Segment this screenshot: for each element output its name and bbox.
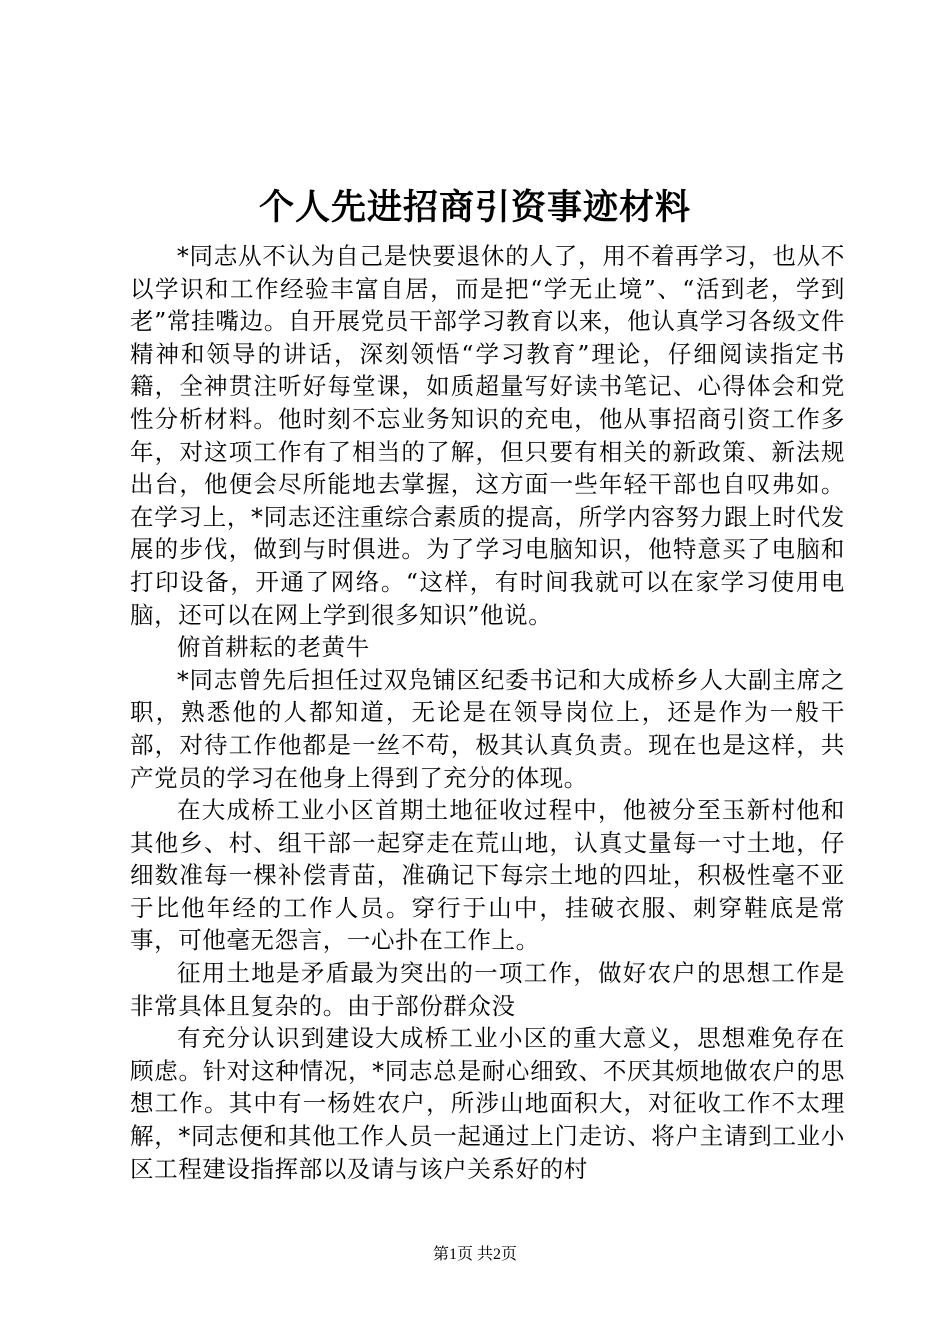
paragraph-land-requisition: 征用土地是矛盾最为突出的一项工作，做好农户的思想工作是非常具体且复杂的。由于部份群众没 [130, 959, 845, 1020]
document-title: 个人先进招商引资事迹材料 [258, 187, 691, 228]
document-body [130, 240, 845, 1185]
paragraph-career: *同志曾先后担任过双凫铺区纪委书记和大成桥乡人大副主席之职，熟悉他的人都知道，无论是在领导岗位上，还是作为一般干部，对待工作他都是一丝不苟，极其认真负责。现在也是这样，共产党员的学习在他身上得到了充分的体现。 [130, 665, 845, 792]
page-number: 第1页 共2页 [432, 1246, 517, 1263]
paragraph-land-survey: 在大成桥工业小区首期土地征收过程中，他被分至玉新村他和其他乡、村、组干部一起穿走在荒山地，认真丈量每一寸土地，仔细数准每一棵补偿青苗，准确记下每宗土地的四址，积极性毫不亚于比他年经的工作人员。穿行于山中，挂破衣服、刺穿鞋底是常事，可他毫无怨言，一心扑在工作上。 [130, 796, 845, 955]
paragraph-farmer-work: 有充分认识到建设大成桥工业小区的重大意义，思想难免存在顾虑。针对这种情况，*同志总是耐心细致、不厌其烦地做农户的思想工作。其中有一杨姓农户，所涉山地面积大，对征收工作不太理解，*同志便和其他工作人员一起通过上门走访、将户主请到工业小区工程建设指挥部以及请与该户关系好的村 [130, 1024, 845, 1183]
paragraph-study: *同志从不认为自己是快要退休的人了，用不着再学习，也从不以学识和工作经验丰富自居，而是把“学无止境”、“活到老，学到老”常挂嘴边。自开展党员干部学习教育以来，他认真学习各级文件精神和领导的讲话，深刻领悟“学习教育”理论，仔细阅读指定书籍，全神贯注听好每堂课，如质超量写好读书笔记、心得体会和党性分析材料。他时刻不忘业务知识的充电，他从事招商引资工作多年，对这项工作有了相当的了解，但只要有相关的新政策、新法规出台，他便会尽所能地去掌握，这方面一些年轻干部也自叹弗如。在学习上，*同志还注重综合素质的提高，所学内容努力跟上时代发展的步伐，做到与时俱进。为了学习电脑知识，他特意买了电脑和打印设备，开通了网络。“这样，有时间我就可以在家学习使用电脑，还可以在网上学到很多知识”他说。 [130, 242, 845, 629]
section-heading: 俯首耕耘的老黄牛 [177, 633, 370, 662]
